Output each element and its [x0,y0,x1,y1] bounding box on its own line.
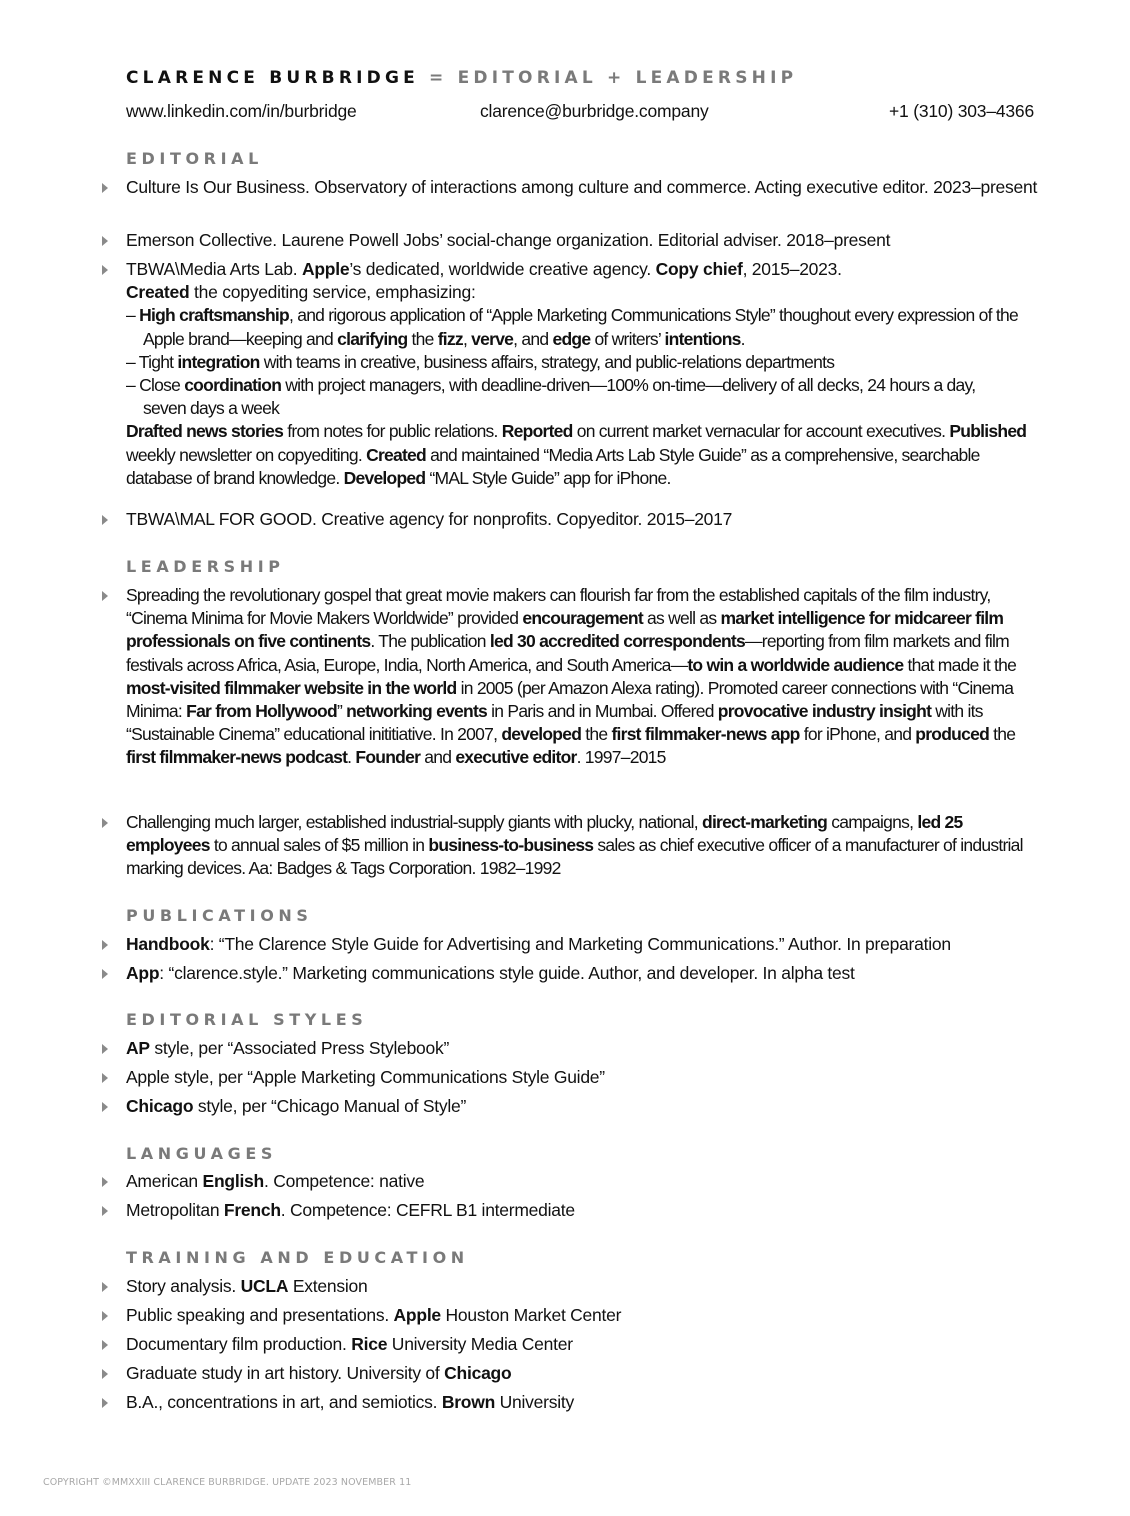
text: the copyediting service, emphasizing: [189,282,476,303]
list-item-training [126,1391,1038,1414]
text: style, per “Associated Press Stylebook” [149,1038,450,1058]
sub-item-craftsmanship [126,304,1038,350]
text: and maintained “Media Arts Lab Style Guide” as a comprehensive, searchable database of brand knowledge. [126,444,980,488]
item-text: Emerson Collective. Laurene Powell Jobs’ social-change organization. Editorial adviser. 2018–present [126,230,891,250]
text: with project managers, with deadline-driven—100% on-time—delivery of all decks, 24 hours a day, seven days a week [143,375,976,419]
text: . Competence: native [263,1171,425,1191]
text: Challenging much larger, established industrial-supply giants with plucky, national, [126,812,702,832]
title-separator: = [418,68,458,88]
bullet-icon [102,818,108,828]
text: ” [336,701,347,722]
bold-text: AP [126,1038,150,1058]
text: Metropolitan [126,1200,224,1220]
list-item-language [126,1199,1038,1222]
bold-text: UCLA [240,1276,289,1296]
bold-text: Chicago [126,1096,194,1116]
list-item-badges-tags [126,811,1038,881]
text: in 2005 (per Amazon Alexa rating). Promoted career connections with “Cinema Minima: [126,677,1014,722]
text: , and rigorous application of “Apple Marketing Communications Style” thoughout every expression of the Apple brand—keeping and [143,305,1018,349]
bold-text: Published [949,421,1027,442]
bold-text: led 30 accredited correspondents [489,631,745,652]
list-item-training [126,1304,1038,1327]
text: with teams in creative, business affairs, strategy, and public-relations departments [259,351,835,372]
text: that made it the [903,654,1017,675]
text: TBWA\Media Arts Lab. [126,259,302,279]
bold-text: Far from Hollywood [186,701,337,722]
list-item-style [126,1095,1038,1118]
phone-number[interactable]: +1 (310) 303–4366 [889,101,1034,121]
bullet-icon [102,1073,108,1083]
text: Spreading the revolutionary gospel that great movie makers can flourish far from the established capitals of the film industry, “Cinema Minima for Movie Makers Worldwide” provided [126,585,991,629]
text: and [420,747,456,768]
section-heading-editorial: EDITORIAL [126,149,263,168]
text: Graduate study in art history. University of [126,1363,445,1383]
bold-text: clarifying [337,328,408,349]
section-heading-training: TRAINING AND EDUCATION [126,1248,469,1267]
sub-item-integration [126,351,1038,374]
list-item-style [126,1037,1038,1060]
bold-text: Reported [501,421,573,442]
text: . The publication [370,631,490,652]
bold-text: Created [366,444,426,465]
bold-text: networking events [346,701,488,722]
bullet-icon [102,1177,108,1187]
text: – Close [126,375,185,396]
text: . Competence: CEFRL B1 intermediate [280,1200,575,1220]
text: Documentary film production. [126,1334,352,1354]
text: style, per “Chicago Manual of Style” [193,1096,467,1116]
text: Public speaking and presentations. [126,1305,394,1325]
bold-text: Apple [393,1305,441,1325]
tbwa-achievements [126,420,1038,490]
text: with its “Sustainable Cinema” educational inititiative. In 2007, [126,701,983,745]
bullet-icon [102,591,108,601]
resume-title [126,68,797,88]
bullet-icon [102,1044,108,1054]
text: the [989,724,1016,745]
text: . 1997–2015 [576,747,666,768]
list-item-training [126,1362,1038,1385]
bullet-icon [102,1206,108,1216]
bullet-icon [102,1311,108,1321]
bold-text: encouragement [522,608,643,629]
bold-text: App [126,963,160,983]
email-link[interactable]: clarence@burbridge.company [480,101,709,121]
bold-text: provocative industry insight [717,701,932,722]
bold-text: French [223,1200,281,1220]
bold-text: led 25 employees [126,812,963,856]
text: the [581,724,612,745]
linkedin-link[interactable]: www.linkedin.com/in/burbridge [126,101,357,121]
text: – Tight [126,351,178,372]
bold-text: Founder [355,747,421,768]
tbwa-line [126,258,1038,281]
bold-text: produced [915,724,990,745]
text: to annual sales of $5 million in [209,835,429,856]
text: University Media Center [387,1334,573,1354]
list-item-tbwa [126,258,1038,490]
text: from notes for public relations. [283,421,502,442]
bold-text: High craftsmanship [139,305,289,326]
item-text: TBWA\MAL FOR GOOD. Creative agency for nonprofits. Copyeditor. 2015–2017 [126,509,733,529]
bullet-icon [102,515,108,525]
bold-text: Handbook [126,934,210,954]
text: in Paris and in Mumbai. Offered [487,701,718,722]
bold-text: Brown [441,1392,496,1412]
list-item-publication [126,962,1038,985]
bullet-icon [102,940,108,950]
text: , 2015–2023. [742,259,842,279]
bold-text: Copy chief [655,259,743,279]
list-item-cinema-minima [126,584,1038,770]
text: B.A., concentrations in art, and semiotics. [126,1392,442,1412]
bold-text: market intelligence for midcareer film professionals on five continents [126,608,1004,652]
bold-text: to win a worldwide audience [687,654,904,675]
text: Extension [288,1276,368,1296]
tbwa-created-line [126,281,1038,304]
text: American [126,1171,203,1191]
bold-text: Apple [301,259,350,279]
copyright-footer: COPYRIGHT ©MMXXIII CLARENCE BURBRIDGE. UPDATE 2023 NOVEMBER 11 [43,1477,412,1488]
bold-text: Drafted news stories [126,421,284,442]
text: . [347,747,356,768]
bullet-icon [102,1398,108,1408]
text: as well as [642,608,721,629]
text: : “clarence.style.” Marketing communications style guide. Author, and developer. In alpha test [159,963,855,983]
bullet-icon [102,1102,108,1112]
text: ’s dedicated, worldwide creative agency. [349,259,656,279]
bold-text: Rice [351,1334,388,1354]
text: the [407,328,438,349]
list-item-language [126,1170,1038,1193]
text: : “The Clarence Style Guide for Advertising and Marketing Communications.” Author. In preparation [209,934,951,954]
list-item-style [126,1066,1038,1089]
text: on current market vernacular for account executives. [572,421,950,442]
section-heading-languages: LANGUAGES [126,1144,277,1163]
bold-text: Chicago [444,1363,512,1383]
section-heading-leadership: LEADERSHIP [126,557,285,576]
text: campaigns, [827,812,918,832]
bold-text: integration [177,351,260,372]
bullet-icon [102,1369,108,1379]
text: “MAL Style Guide” app for iPhone. [425,467,671,488]
bold-text: edge [552,328,591,349]
text: of writers’ [590,328,665,349]
sub-item-coordination [126,374,1003,420]
text: for iPhone, and [799,724,916,745]
bullet-icon [102,1282,108,1292]
text: , [462,328,472,349]
list-item-publication [126,933,1038,956]
text: weekly newsletter on copyediting. [126,444,367,465]
bold-text: first filmmaker-news app [611,724,800,745]
bold-text: executive editor [455,747,577,768]
bullet-icon [102,969,108,979]
bold-text: Developed [343,467,426,488]
bold-text: Created [126,282,190,303]
bullet-icon [102,236,108,246]
bullet-icon [102,183,108,193]
list-item-culture [126,176,1038,199]
bold-text: direct-marketing [702,812,828,832]
bullet-icon [102,1340,108,1350]
bold-text: intentions [664,328,741,349]
tagline: EDITORIAL + LEADERSHIP [457,68,798,88]
text: , and [513,328,553,349]
bullet-icon [102,265,108,275]
bold-text: English [202,1171,264,1191]
section-heading-publications: PUBLICATIONS [126,906,313,925]
list-item-mal-for-good [126,508,1038,531]
list-item-emerson [126,229,1038,252]
bold-text: business-to-business [428,835,594,856]
list-item-training [126,1333,1038,1356]
bold-text: verve [471,328,514,349]
text: University [495,1392,574,1412]
bold-text: fizz [437,328,463,349]
text: sales as chief executive officer of a manufacturer of industrial marking devices. Aa: Badges & Tags Corporation. 1982–1992 [126,835,1023,879]
text: —reporting from film markets and film festivals across Africa, Asia, Europe, India, North America, and South America— [126,631,1009,675]
text: Story analysis. [126,1276,241,1296]
text: Houston Market Center [440,1305,622,1325]
list-item-training [126,1275,1038,1298]
text: – [126,305,140,326]
bold-text: first filmmaker-news podcast [126,747,348,768]
bold-text: most-visited filmmaker website in the world [126,677,457,698]
text: . [740,328,745,349]
text: Apple style, per “Apple Marketing Communications Style Guide” [126,1067,605,1087]
bold-text: coordination [184,375,282,396]
bold-text: developed [501,724,582,745]
item-text: Culture Is Our Business. Observatory of interactions among culture and commerce. Acting executive editor. 2023–present [126,177,1038,197]
section-heading-editorial-styles: EDITORIAL STYLES [126,1010,368,1029]
person-name: CLARENCE BURBRIDGE [126,68,419,88]
